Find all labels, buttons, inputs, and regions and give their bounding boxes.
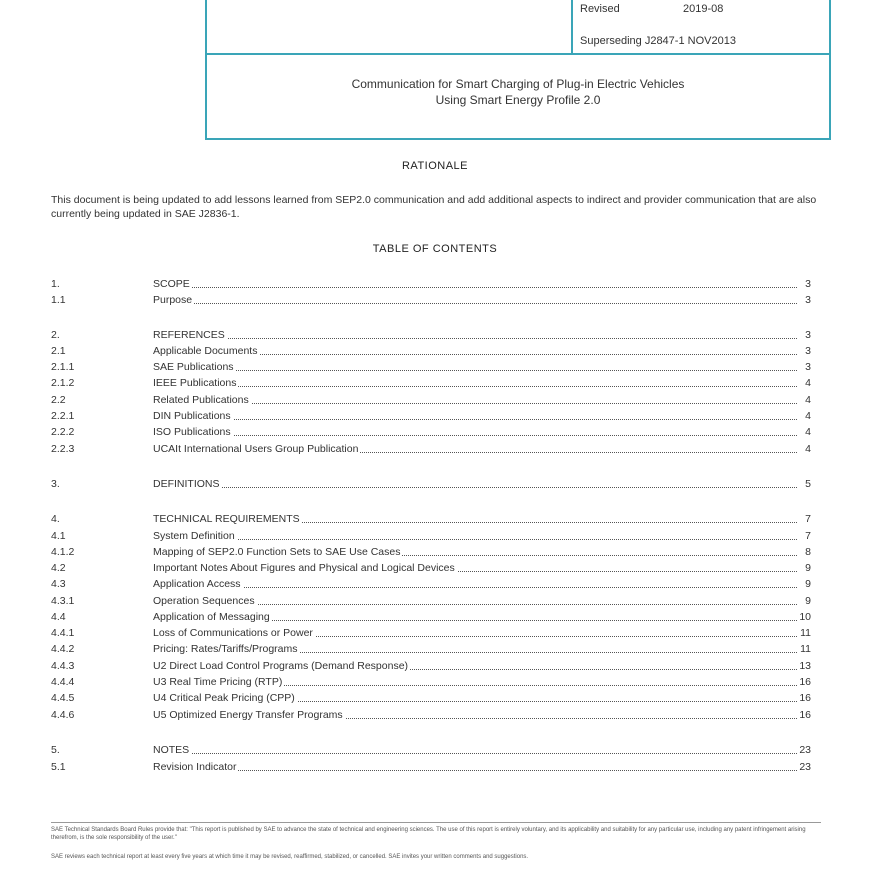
toc-entry-number: 3. (51, 478, 60, 490)
toc-entry-page: 3 (799, 294, 811, 306)
toc-leader-dots (153, 287, 797, 288)
toc-entry-number: 2.2.1 (51, 410, 75, 422)
toc-entry-page: 7 (799, 530, 811, 542)
toc-entry[interactable] (51, 627, 811, 641)
header-divider-vertical (571, 0, 573, 55)
toc-entry-title: NOTES (153, 744, 190, 756)
toc-entry-page: 3 (799, 345, 811, 357)
toc-entry[interactable] (51, 278, 811, 292)
toc-entry[interactable] (51, 709, 811, 723)
toc-entry-number: 1.1 (51, 294, 66, 306)
toc-entry[interactable] (51, 345, 811, 359)
toc-entry-title: Loss of Communications or Power (153, 627, 313, 639)
toc-entry-number: 2.1.2 (51, 377, 75, 389)
toc-entry-number: 5.1 (51, 761, 66, 773)
revised-date: 2019-08 (683, 3, 724, 15)
toc-entry-page: 3 (799, 278, 811, 290)
footer-review-note: SAE reviews each technical report at least every five years at which time it may be revised, reaffirmed, stabilized, or cancelled. SAE invites your written comments and suggestions. (51, 854, 529, 860)
toc-leader-dots (153, 587, 797, 588)
toc-entry-number: 4.4 (51, 611, 66, 623)
toc-entry-page: 4 (799, 410, 811, 422)
toc-entry-title: UCAIt International Users Group Publication (153, 443, 359, 455)
toc-entry-page: 9 (799, 562, 811, 574)
rationale-text: This document is being updated to add lessons learned from SEP2.0 communication and add additional aspects to indirect and provider communication that are also currently being updated in SAE J2836-1. (51, 194, 817, 220)
toc-leader-dots (153, 539, 797, 540)
toc-entry-number: 4.4.5 (51, 692, 75, 704)
toc-entry-title: U4 Critical Peak Pricing (CPP) (153, 692, 295, 704)
toc-entry-number: 4.3 (51, 578, 66, 590)
toc-entry[interactable] (51, 611, 811, 625)
toc-entry-title: Pricing: Rates/Tariffs/Programs (153, 643, 298, 655)
toc-entry-number: 2.1.1 (51, 361, 75, 373)
toc-entry[interactable] (51, 676, 811, 690)
document-title (207, 76, 829, 108)
header-divider-horizontal (207, 53, 829, 55)
toc-entry-page: 10 (799, 611, 811, 623)
toc-entry-page: 3 (799, 361, 811, 373)
toc-entry-number: 2. (51, 329, 60, 341)
document-header-box (205, 0, 831, 140)
toc-entry-page: 5 (799, 478, 811, 490)
toc-entry-page: 16 (799, 676, 811, 688)
toc-entry-title: Applicable Documents (153, 345, 258, 357)
toc-entry-title: Operation Sequences (153, 595, 255, 607)
toc-leader-dots (153, 770, 797, 771)
toc-entry-title: Mapping of SEP2.0 Function Sets to SAE Use Cases (153, 546, 401, 558)
toc-entry[interactable] (51, 478, 811, 492)
toc-entry-number: 2.1 (51, 345, 66, 357)
toc-entry-title: U5 Optimized Energy Transfer Programs (153, 709, 343, 721)
toc-entry-title: SAE Publications (153, 361, 234, 373)
toc-leader-dots (153, 338, 797, 339)
toc-entry-title: Application Access (153, 578, 241, 590)
toc-entry-page: 7 (799, 513, 811, 525)
toc-leader-dots (153, 370, 797, 371)
toc-entry-page: 4 (799, 377, 811, 389)
toc-entry-title: DIN Publications (153, 410, 231, 422)
toc-leader-dots (153, 303, 797, 304)
toc-entry-number: 4.4.4 (51, 676, 75, 688)
toc-entry-title: Important Notes About Figures and Physical and Logical Devices (153, 562, 455, 574)
toc-entry[interactable] (51, 377, 811, 391)
toc-entry[interactable] (51, 578, 811, 592)
toc-entry[interactable] (51, 530, 811, 544)
toc-entry-number: 4.4.2 (51, 643, 75, 655)
toc-entry-page: 11 (800, 643, 811, 655)
toc-entry-title: Purpose (153, 294, 193, 306)
toc-entry-title: Revision Indicator (153, 761, 237, 773)
toc-entry-page: 23 (799, 761, 811, 773)
toc-entry[interactable] (51, 643, 811, 657)
toc-entry-page: 9 (799, 595, 811, 607)
toc-entry[interactable] (51, 595, 811, 609)
toc-entry-page: 3 (799, 329, 811, 341)
document-title-line-2: Using Smart Energy Profile 2.0 (435, 93, 601, 107)
toc-entry-number: 4. (51, 513, 60, 525)
toc-leader-dots (153, 435, 797, 436)
toc-entry-title: IEEE Publications (153, 377, 237, 389)
footer-disclaimer: SAE Technical Standards Board Rules provide that: "This report is published by SAE to advance the state of technical and engineering sciences. The use of this report is entirely voluntary, and its applicability and suitability for any particular use, including any patent infringement arising therefrom, is the sole responsibility of the user." (51, 827, 806, 841)
toc-entry-title: REFERENCES (153, 329, 225, 341)
revised-label: Revised (580, 3, 620, 15)
toc-entry-page: 11 (800, 627, 811, 639)
toc-entry-number: 4.1.2 (51, 546, 75, 558)
toc-entry[interactable] (51, 761, 811, 775)
toc-entry[interactable] (51, 513, 811, 527)
toc-entry-title: TECHNICAL REQUIREMENTS (153, 513, 300, 525)
toc-leader-dots (153, 753, 797, 754)
toc-entry-title: U3 Real Time Pricing (RTP) (153, 676, 283, 688)
toc-entry[interactable] (51, 361, 811, 375)
document-title-line-1: Communication for Smart Charging of Plug-in Electric Vehicles (351, 77, 685, 91)
toc-entry-page: 4 (799, 443, 811, 455)
toc-entry-number: 4.4.6 (51, 709, 75, 721)
toc-entry-title: System Definition (153, 530, 235, 542)
toc-entry-number: 2.2 (51, 394, 66, 406)
toc-leader-dots (153, 386, 797, 387)
toc-entry-title: DEFINITIONS (153, 478, 220, 490)
toc-heading: TABLE OF CONTENTS (372, 243, 498, 255)
toc-entry-page: 4 (799, 426, 811, 438)
toc-entry-page: 16 (799, 692, 811, 704)
toc-entry-number: 4.2 (51, 562, 66, 574)
toc-entry-page: 16 (799, 709, 811, 721)
toc-entry-title: U2 Direct Load Control Programs (Demand Response) (153, 660, 409, 672)
toc-entry-page: 9 (799, 578, 811, 590)
toc-entry-number: 4.3.1 (51, 595, 75, 607)
footer-divider (51, 822, 821, 823)
toc-entry-page: 23 (799, 744, 811, 756)
toc-entry[interactable] (51, 443, 811, 457)
toc-entry[interactable] (51, 546, 811, 560)
toc-entry[interactable] (51, 394, 811, 408)
superseding-note: Superseding J2847-1 NOV2013 (580, 35, 736, 47)
toc-entry-number: 5. (51, 744, 60, 756)
toc-entry[interactable] (51, 562, 811, 576)
rationale-heading: RATIONALE (401, 160, 469, 172)
toc-entry-title: Related Publications (153, 394, 249, 406)
toc-leader-dots (153, 487, 797, 488)
toc-entry-page: 4 (799, 394, 811, 406)
toc-entry-number: 4.1 (51, 530, 66, 542)
toc-entry[interactable] (51, 744, 811, 758)
toc-entry-number: 4.4.1 (51, 627, 75, 639)
toc-entry[interactable] (51, 426, 811, 440)
toc-entry-title: ISO Publications (153, 426, 231, 438)
toc-entry-page: 13 (799, 660, 811, 672)
toc-entry-title: SCOPE (153, 278, 190, 290)
toc-entry-number: 4.4.3 (51, 660, 75, 672)
toc-entry-number: 1. (51, 278, 60, 290)
toc-entry[interactable] (51, 660, 811, 674)
toc-entry[interactable] (51, 294, 811, 308)
toc-entry-title: Application of Messaging (153, 611, 270, 623)
toc-leader-dots (153, 419, 797, 420)
toc-entry[interactable] (51, 410, 811, 424)
toc-entry-number: 2.2.2 (51, 426, 75, 438)
toc-entry-page: 8 (799, 546, 811, 558)
toc-entry-number: 2.2.3 (51, 443, 75, 455)
toc-entry[interactable] (51, 329, 811, 343)
toc-entry[interactable] (51, 692, 811, 706)
